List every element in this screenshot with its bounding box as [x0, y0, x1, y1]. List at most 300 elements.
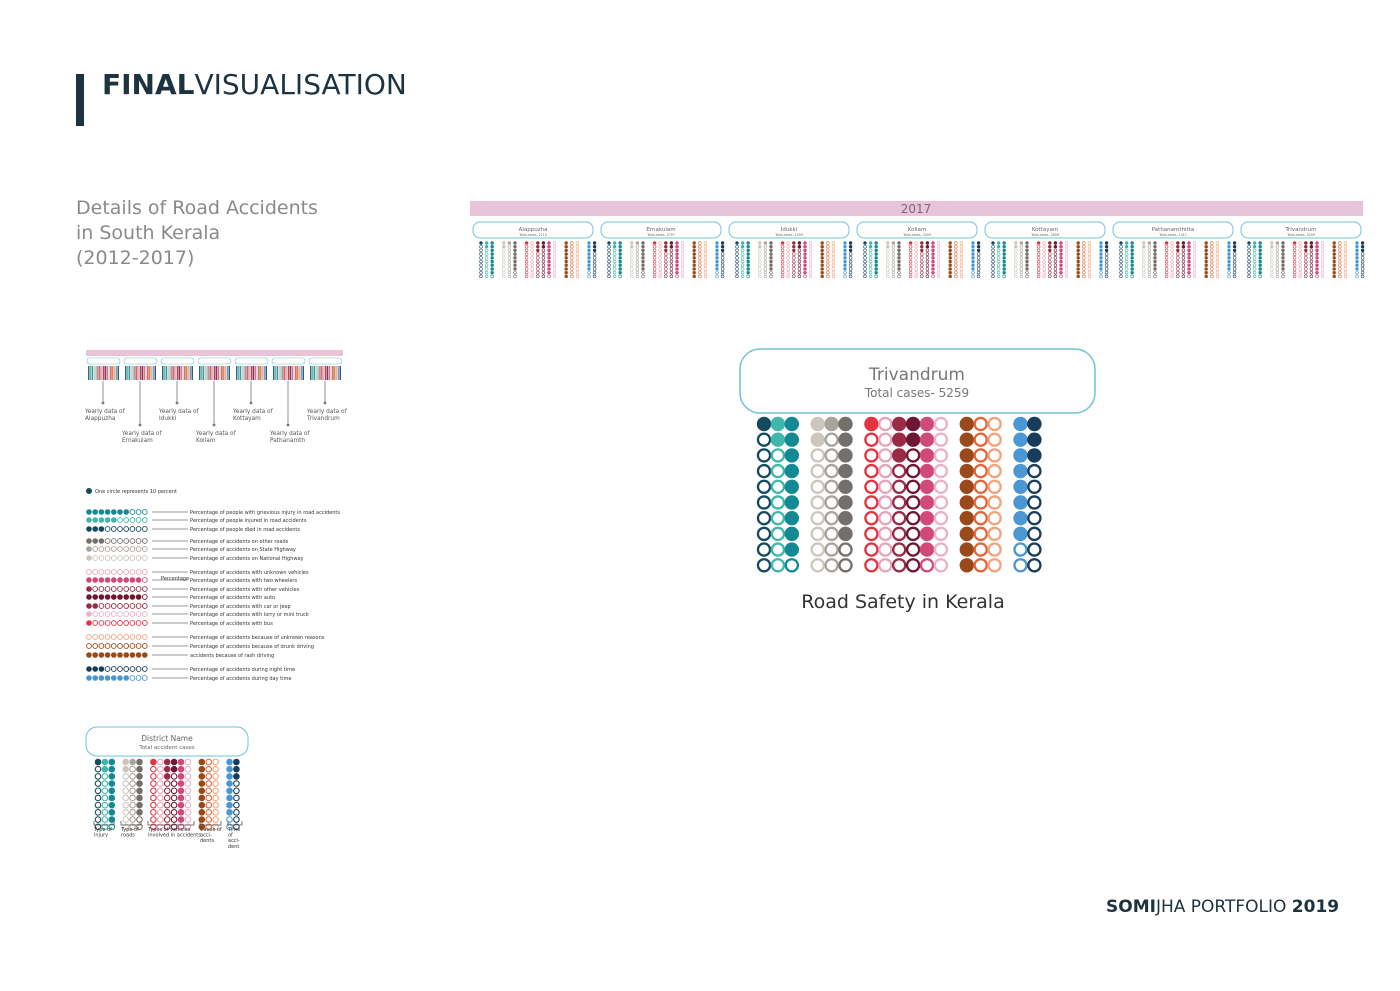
mini-column: [114, 366, 115, 380]
strip-dot: [1187, 256, 1190, 259]
strip-dot: [1270, 249, 1273, 252]
strip-dot: [849, 256, 852, 259]
legend-dot: [99, 547, 104, 552]
legend-dot: [111, 675, 117, 681]
strip-dot: [1065, 271, 1068, 274]
footer-name-bold: SOMI: [1106, 897, 1156, 917]
detail-dot: [1028, 528, 1040, 540]
legend-dot: [99, 538, 105, 544]
strip-dot: [869, 275, 872, 278]
strip-dot: [803, 241, 806, 244]
strip-dot: [1315, 249, 1318, 252]
strip-dot: [1333, 252, 1336, 255]
strip-dot: [897, 241, 900, 244]
mini-column: [129, 366, 130, 380]
strip-dot: [1120, 253, 1123, 256]
strip-dot: [931, 245, 934, 248]
legend-dot: [118, 527, 123, 532]
strip-dot: [1355, 249, 1358, 252]
district-mini-name: Ernakulam: [646, 227, 676, 233]
strip-dot: [1182, 241, 1185, 244]
strip-dot: [1315, 264, 1318, 267]
strip-dot: [1082, 256, 1085, 259]
mini-column: [321, 366, 322, 380]
legend-dot: [123, 509, 129, 515]
strip-dot: [1120, 271, 1123, 274]
strip-dot: [565, 252, 568, 255]
strip-dot: [1333, 249, 1336, 252]
strip-dot: [1099, 241, 1102, 244]
strip-dot: [514, 271, 517, 274]
strip-dot: [536, 275, 539, 278]
strip-dot: [1082, 242, 1085, 245]
strip-dot: [869, 245, 872, 248]
district-mini-total: Total cases- 2110: [519, 233, 547, 237]
mini-label: Kollam: [196, 438, 216, 444]
key-dot: [171, 802, 177, 808]
legend-dot: [92, 594, 98, 600]
strip-dot: [798, 271, 801, 274]
strip-dot: [1125, 275, 1128, 278]
strip-dot: [502, 249, 505, 252]
strip-dot: [992, 253, 995, 256]
district-name: Trivandrum: [869, 365, 965, 385]
strip-dot: [1025, 264, 1028, 267]
legend-dot: [99, 526, 105, 532]
strip-dot: [971, 260, 974, 263]
mini-column: [162, 366, 163, 380]
strip-dot: [931, 256, 934, 259]
strip-dot: [1259, 260, 1262, 263]
strip-dot: [1020, 268, 1023, 271]
strip-dot: [641, 260, 644, 263]
legend-dot: [142, 587, 147, 592]
strip-dot: [593, 245, 596, 248]
mini-column: [240, 366, 241, 380]
legend-dot: [111, 556, 116, 561]
strip-dot: [1120, 268, 1123, 271]
strip-dot: [1227, 264, 1230, 267]
mini-column: [173, 366, 174, 380]
mini-frame: [124, 358, 157, 364]
strip-dot: [636, 253, 639, 256]
detail-dot: [865, 544, 877, 556]
key-dot: [102, 781, 108, 787]
strip-dot: [715, 241, 718, 244]
strip-dot: [826, 256, 829, 259]
strip-dot: [536, 260, 539, 263]
strip-dot: [1182, 264, 1185, 267]
key-dot: [95, 781, 101, 787]
mini-column: [295, 366, 296, 380]
mini-column: [262, 366, 263, 380]
strip-dot: [741, 241, 744, 244]
legend-dot: [99, 612, 104, 617]
mini-column: [110, 366, 111, 380]
strip-dot: [525, 256, 528, 259]
key-dot: [130, 795, 136, 801]
strip-dot: [803, 245, 806, 248]
detail-dot: [1013, 480, 1027, 494]
strip-dot: [954, 256, 957, 259]
strip-dot: [485, 253, 488, 256]
legend-dot: [111, 621, 116, 626]
legend-dot: [99, 644, 104, 649]
strip-dot: [681, 242, 684, 245]
strip-dot: [1299, 256, 1302, 259]
strip-dot: [1293, 268, 1296, 271]
strip-dot: [1321, 275, 1324, 278]
mini-column: [136, 366, 137, 380]
key-dot: [136, 795, 143, 802]
mini-label: Yearly data of: [233, 409, 273, 415]
legend-dot: [111, 644, 116, 649]
mini-column: [99, 366, 100, 380]
strip-dot: [565, 260, 568, 263]
legend-dot: [86, 594, 92, 600]
legend-dot: [130, 635, 135, 640]
strip-dot: [502, 256, 505, 259]
strip-dot: [1293, 260, 1296, 263]
legend-dot: [142, 644, 147, 649]
strip-dot: [992, 268, 995, 271]
detail-dot: [920, 542, 934, 556]
key-dot: [199, 759, 206, 766]
detail-dot: [785, 464, 799, 478]
strip-dot: [1304, 271, 1307, 274]
detail-dot: [838, 464, 852, 478]
legend-dot: [136, 587, 141, 592]
strip-dot: [1131, 245, 1134, 248]
key-dot: [185, 788, 191, 794]
key-dot: [226, 759, 233, 766]
strip-dot: [1333, 264, 1336, 267]
strip-dot: [770, 275, 773, 278]
strip-dot: [844, 275, 847, 278]
key-dot: [226, 766, 233, 773]
strip-dot: [1233, 271, 1236, 274]
strip-dot: [1356, 275, 1359, 278]
strip-dot: [693, 256, 696, 259]
strip-dot: [1193, 275, 1196, 278]
strip-dot: [1153, 241, 1156, 244]
detail-dot: [879, 496, 891, 508]
strip-dot: [698, 260, 701, 263]
strip-dot: [792, 275, 795, 278]
key-dot: [109, 773, 116, 780]
legend-dot: [87, 635, 92, 640]
mini-column: [316, 366, 317, 380]
legend-dot: [136, 518, 141, 523]
strip-dot: [949, 260, 952, 263]
strip-dot: [1142, 275, 1145, 278]
strip-dot: [531, 256, 534, 259]
strip-dot: [1065, 256, 1068, 259]
strip-dot: [693, 264, 696, 267]
mini-column: [273, 366, 274, 380]
strip-dot: [659, 242, 662, 245]
strip-dot: [869, 271, 872, 274]
strip-dot: [1043, 256, 1046, 259]
strip-dot: [1259, 245, 1262, 248]
strip-dot: [491, 260, 494, 263]
key-dot: [178, 780, 185, 787]
legend-dot: [99, 594, 105, 600]
strip-dot: [485, 271, 488, 274]
strip-dot: [536, 241, 539, 244]
legend-dot: [136, 556, 141, 561]
strip-dot: [587, 260, 590, 263]
strip-dot: [1065, 245, 1068, 248]
strip-dot: [1105, 264, 1108, 267]
strip-dot: [693, 245, 696, 248]
strip-dot: [531, 253, 534, 256]
strip-dot: [747, 252, 750, 255]
strip-dot: [1171, 253, 1174, 256]
strip-dot: [1333, 275, 1336, 278]
strip-dot: [1131, 267, 1134, 270]
strip-dot: [1105, 249, 1108, 252]
key-dot: [158, 788, 164, 794]
strip-dot: [741, 264, 744, 267]
strip-dot: [1014, 275, 1017, 278]
strip-dot: [513, 267, 516, 270]
legend-dot: [99, 587, 104, 592]
legend-dot: [86, 586, 92, 592]
detail-dot: [1013, 511, 1027, 525]
strip-dot: [1282, 275, 1285, 278]
detail-dot: [879, 481, 891, 493]
strip-dot: [1054, 275, 1057, 278]
mini-column: [142, 366, 143, 380]
strip-dot: [821, 241, 824, 244]
strip-dot: [531, 242, 534, 245]
detail-dot: [772, 465, 784, 477]
strip-dot: [570, 256, 573, 259]
strip-dot: [1088, 275, 1091, 278]
strip-dot: [1187, 271, 1190, 274]
strip-dot: [1205, 249, 1208, 252]
strip-dot: [664, 256, 667, 259]
strip-dot: [513, 249, 516, 252]
strip-dot: [1276, 264, 1279, 267]
detail-dot: [975, 496, 987, 508]
detail-dot: [1014, 544, 1026, 556]
strip-dot: [704, 249, 707, 252]
key-dot: [150, 759, 157, 766]
detail-dot: [920, 480, 934, 494]
mini-column: [144, 366, 145, 380]
strip-dot: [787, 271, 790, 274]
strip-dot: [997, 245, 1000, 248]
strip-dot: [1321, 271, 1324, 274]
key-dot: [178, 759, 185, 766]
strip-dot: [1355, 256, 1358, 259]
key-dot: [158, 817, 164, 823]
mini-label: Yearly data of: [85, 409, 125, 415]
key-dot: [123, 802, 129, 808]
strip-dot: [704, 253, 707, 256]
strip-dot: [681, 275, 684, 278]
strip-dot: [1037, 253, 1040, 256]
strip-dot: [664, 241, 667, 244]
legend-dot: [111, 509, 117, 515]
detail-dot: [812, 496, 824, 508]
mini-column: [292, 366, 293, 380]
strip-dot: [1248, 275, 1251, 278]
strip-dot: [736, 245, 739, 248]
strip-dot: [803, 249, 806, 252]
detail-dot: [865, 496, 877, 508]
strip-dot: [1210, 245, 1213, 248]
key-dot: [151, 788, 157, 794]
strip-dot: [693, 275, 696, 278]
legend-dot: [86, 546, 92, 552]
strip-dot: [1233, 249, 1236, 252]
key-dot: [109, 759, 116, 766]
strip-dot: [659, 275, 662, 278]
detail-dot: [879, 434, 891, 446]
strip-dot: [613, 275, 616, 278]
detail-dot: [920, 511, 934, 525]
legend-item: Percentage of people died in road accidents: [190, 526, 300, 533]
strip-dot: [769, 249, 772, 252]
strip-dot: [1304, 268, 1307, 271]
strip-dot: [1125, 264, 1128, 267]
strip-dot: [909, 241, 912, 244]
strip-dot: [1315, 267, 1318, 270]
mini-column: [103, 366, 104, 380]
strip-dot: [821, 267, 824, 270]
strip-dot: [1361, 271, 1364, 274]
detail-dot: [920, 432, 934, 446]
strip-dot: [804, 275, 807, 278]
legend-dot: [124, 621, 129, 626]
strip-dot: [1037, 275, 1040, 278]
mini-column: [210, 366, 211, 380]
legend-dot: [136, 676, 141, 681]
strip-dot: [937, 245, 940, 248]
strip-dot: [619, 245, 622, 248]
strip-dot: [886, 260, 889, 263]
strip-dot: [1210, 260, 1213, 263]
strip-dot: [547, 241, 550, 244]
strip-dot: [1304, 275, 1307, 278]
strip-dot: [949, 256, 952, 259]
strip-dot: [1003, 264, 1006, 267]
strip-dot: [1193, 268, 1196, 271]
strip-dot: [787, 275, 790, 278]
strip-dot: [1315, 256, 1318, 259]
strip-dot: [798, 256, 801, 259]
key-dot: [234, 810, 240, 816]
strip-dot: [1259, 256, 1262, 259]
detail-dot: [758, 544, 770, 556]
mini-frame: [235, 358, 268, 364]
strip-dot: [1014, 241, 1017, 244]
strip-dot: [803, 267, 806, 270]
key-dot: [164, 773, 171, 780]
key-dot: [185, 802, 191, 808]
strip-dot: [1182, 245, 1185, 248]
strip-dot: [1259, 264, 1262, 267]
legend-dot: [136, 539, 141, 544]
legend-dot: [99, 517, 105, 523]
strip-dot: [1182, 249, 1185, 252]
key-dot: [178, 766, 185, 773]
strip-dot: [798, 268, 801, 271]
strip-dot: [1205, 275, 1208, 278]
strip-dot: [1003, 256, 1006, 259]
mini-label: Yearly data of: [307, 409, 347, 415]
strip-dot: [1276, 249, 1279, 252]
detail-dot: [865, 449, 877, 461]
strip-dot: [1210, 268, 1213, 271]
mini-column: [177, 366, 178, 380]
strip-dot: [1233, 268, 1236, 271]
detail-dot: [771, 432, 785, 446]
strip-dot: [909, 249, 912, 252]
strip-dot: [1293, 249, 1296, 252]
strip-dot: [787, 256, 790, 259]
strip-dot: [485, 268, 488, 271]
key-dot: [233, 773, 240, 780]
mini-pointer-tip: [287, 424, 290, 427]
legend-dot: [130, 539, 135, 544]
strip-dot: [1059, 260, 1062, 263]
detail-dot: [1014, 559, 1026, 571]
mini-frame: [87, 358, 120, 364]
strip-dot: [1025, 245, 1028, 248]
legend-dot: [99, 604, 104, 609]
legend-dot: [99, 570, 104, 575]
strip-dot: [758, 256, 761, 259]
strip-dot: [809, 242, 812, 245]
detail-dot: [757, 417, 771, 431]
strip-dot: [576, 242, 579, 245]
strip-dot: [1216, 245, 1219, 248]
detail-dot: [771, 417, 785, 431]
strip-dot: [920, 271, 923, 274]
key-dot: [213, 766, 219, 772]
key-dot: [102, 810, 108, 816]
legend-dot: [124, 539, 129, 544]
strip-dot: [1105, 260, 1108, 263]
strip-dot: [1276, 241, 1279, 244]
strip-dot: [698, 268, 701, 271]
legend-dot: [130, 652, 136, 658]
strip-dot: [864, 275, 867, 278]
strip-dot: [1142, 271, 1145, 274]
strip-dot: [721, 260, 724, 263]
strip-dot: [849, 241, 852, 244]
strip-dot: [758, 271, 761, 274]
district-mini-name: Idukki: [780, 227, 798, 233]
strip-dot: [869, 264, 872, 267]
mini-column: [340, 366, 341, 380]
strip-dot: [1020, 275, 1023, 278]
strip-dot: [736, 271, 739, 274]
strip-dot: [954, 260, 957, 263]
legend-dot: [92, 675, 98, 681]
strip-dot: [593, 241, 596, 244]
strip-dot: [1088, 245, 1091, 248]
strip-dot: [915, 256, 918, 259]
mini-column: [131, 366, 132, 380]
detail-dot: [975, 465, 987, 477]
strip-dot: [892, 256, 895, 259]
strip-dot: [547, 264, 550, 267]
